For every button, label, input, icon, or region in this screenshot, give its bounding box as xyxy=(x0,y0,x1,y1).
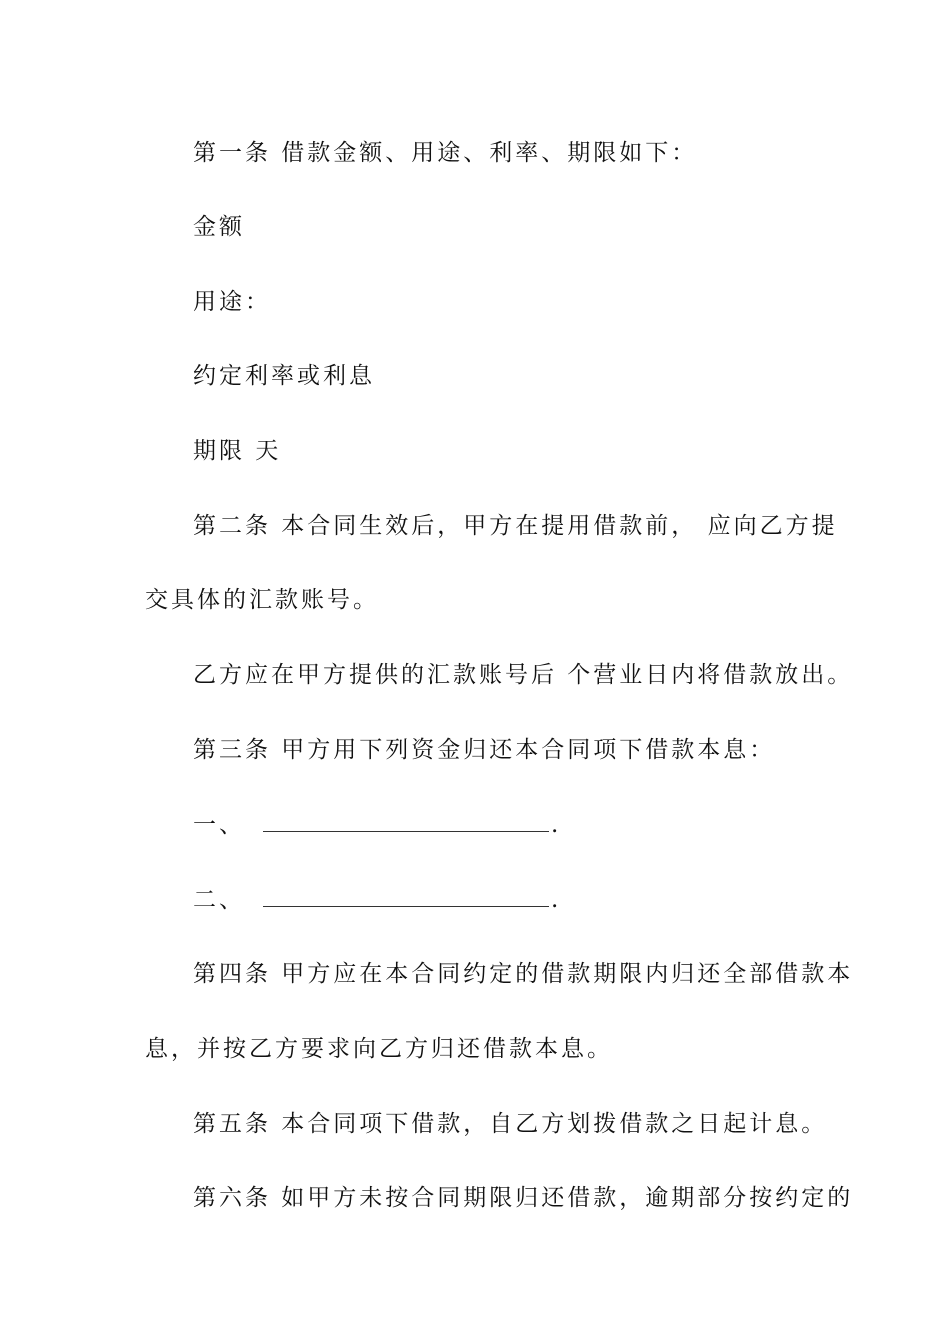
article-6-line-1: 第六条 如甲方未按合同期限归还借款，逾期部分按约定的 xyxy=(193,1185,854,1211)
term-label: 期限 天 xyxy=(193,438,282,464)
purpose-label: 用途： xyxy=(193,289,271,315)
article-4-line-2: 息，并按乙方要求向乙方归还借款本息。 xyxy=(145,1036,613,1062)
blank-line xyxy=(263,888,549,907)
article-2-paragraph-2: 乙方应在甲方提供的汇款账号后 个营业日内将借款放出。 xyxy=(193,662,854,688)
article-3-heading: 第三条 甲方用下列资金归还本合同项下借款本息： xyxy=(193,737,776,763)
item-end: . xyxy=(551,887,562,913)
interest-label: 约定利率或利息 xyxy=(193,363,375,389)
blank-line xyxy=(263,813,549,832)
article-2-line-1: 第二条 本合同生效后，甲方在提用借款前， 应向乙方提 xyxy=(193,513,838,539)
article-5: 第五条 本合同项下借款，自乙方划拨借款之日起计息。 xyxy=(193,1111,828,1137)
article-2-line-2: 交具体的汇款账号。 xyxy=(145,587,379,613)
item-end: . xyxy=(551,812,562,838)
article-4-line-1: 第四条 甲方应在本合同约定的借款期限内归还全部借款本 xyxy=(193,961,854,987)
item-label: 二、 xyxy=(193,887,245,913)
article-1-heading: 第一条 借款金额、用途、利率、期限如下： xyxy=(193,140,698,166)
repayment-item-1 xyxy=(193,810,561,840)
item-label: 一、 xyxy=(193,812,245,838)
amount-label: 金额 xyxy=(193,214,245,240)
repayment-item-2 xyxy=(193,885,561,915)
